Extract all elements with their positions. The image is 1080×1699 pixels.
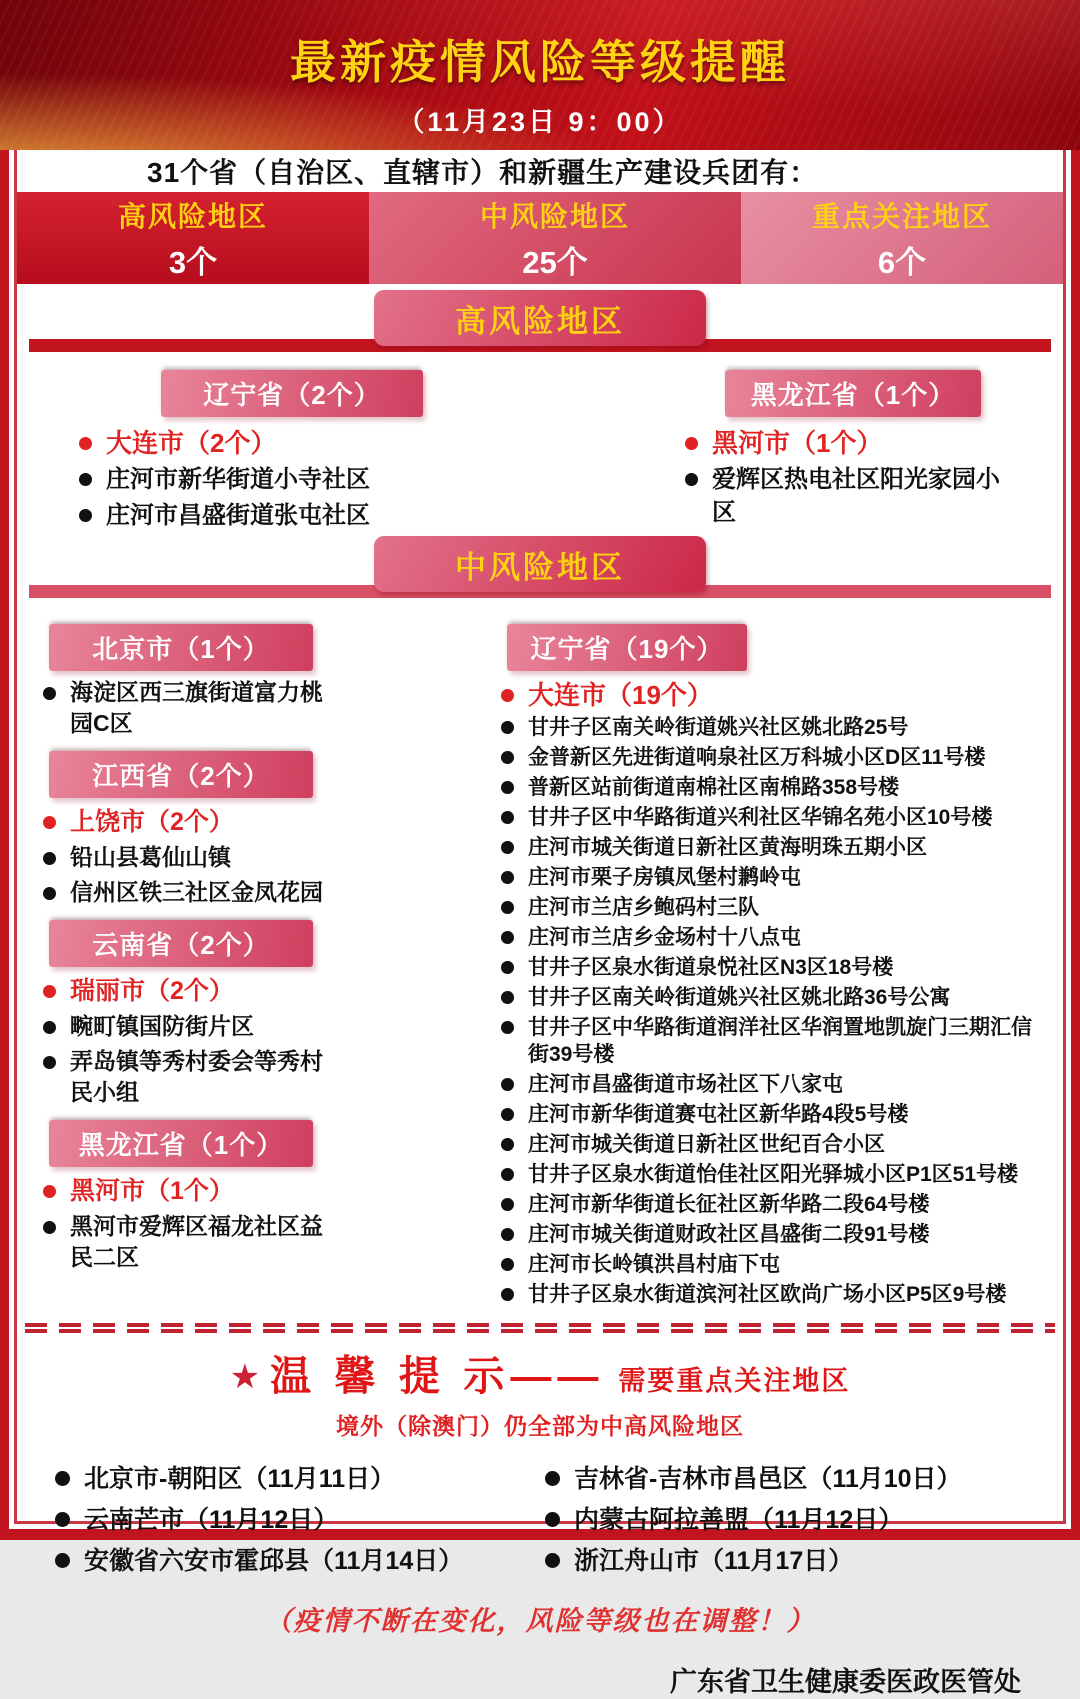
list-item	[41, 842, 471, 873]
list-item	[499, 954, 1051, 981]
bullet-icon	[501, 901, 514, 914]
list-item-text: 庄河市昌盛街道张屯社区	[106, 502, 370, 529]
summary-label: 重点关注地区	[811, 200, 992, 232]
list-item	[53, 1503, 543, 1537]
list-item-text: 北京市-朝阳区（11月11日）	[84, 1465, 396, 1493]
list-item-text: 普新区站前街道南棉社区南棉路358号楼	[528, 776, 900, 799]
bullet-icon	[501, 811, 514, 824]
list-item-text: 庄河市长岭镇洪昌村庙下屯	[528, 1253, 780, 1276]
high-risk-col-heilongjiang	[683, 370, 1023, 530]
list-item	[499, 1251, 1051, 1278]
list-item-text: 吉林省-吉林市昌邑区（11月10日）	[574, 1465, 962, 1493]
list-item-text: 畹町镇国防街片区	[70, 1013, 254, 1039]
mid-risk-section-title: 中风险地区	[374, 536, 706, 592]
list-item-text: 庄河市新华街道长征社区新华路二段64号楼	[528, 1193, 930, 1216]
group-beijing	[41, 624, 471, 739]
province-header: 江西省（2个）	[49, 751, 313, 798]
high-risk-col-liaoning	[77, 370, 507, 530]
list-item	[499, 804, 1051, 831]
area-list	[683, 463, 1023, 529]
bullet-icon	[501, 1138, 514, 1151]
list-item	[499, 744, 1051, 771]
city-name: 瑞丽市（2个）	[70, 977, 234, 1005]
bullet-icon	[501, 871, 514, 884]
high-risk-section-head	[17, 290, 1063, 358]
list-item-text: 黑河市爱辉区福龙社区益民二区	[70, 1213, 323, 1270]
list-item-text: 甘井子区南关岭街道姚兴社区姚北路25号	[528, 716, 909, 739]
list-item-text: 海淀区西三旗街道富力桃园C区	[70, 679, 323, 736]
bullet-icon	[545, 1512, 560, 1527]
bullet-icon	[55, 1471, 70, 1486]
bullet-icon	[501, 751, 514, 764]
list-item	[499, 1101, 1051, 1128]
province-header: 北京市（1个）	[49, 624, 313, 671]
list-item-text: 甘井子区中华路街道润洋社区华润置地凯旋门三期汇信街39号楼	[528, 1016, 1032, 1066]
list-item	[543, 1503, 1033, 1537]
list-item-text: 庄河市新华街道小寺社区	[106, 466, 370, 493]
page-title: 最新疫情风险等级提醒	[290, 36, 790, 88]
bullet-icon	[685, 437, 698, 450]
bullet-icon	[43, 852, 56, 865]
area-list	[41, 1211, 471, 1273]
bullet-icon	[43, 1221, 56, 1234]
list-item-text: 甘井子区泉水街道滨河社区欧尚广场小区P5区9号楼	[528, 1283, 1007, 1306]
list-item	[499, 924, 1051, 951]
bullet-icon	[43, 887, 56, 900]
list-item	[53, 1462, 543, 1496]
list-item-text: 弄岛镇等秀村委会等秀村民小组	[70, 1048, 323, 1105]
city-name: 大连市（2个）	[106, 428, 277, 458]
group-yunnan	[41, 920, 471, 1108]
list-item	[499, 1281, 1051, 1308]
hero-header	[0, 0, 1080, 150]
city-line	[77, 427, 507, 459]
list-item	[499, 1161, 1051, 1188]
list-item-text: 铅山县葛仙山镇	[70, 844, 231, 870]
list-item	[499, 894, 1051, 921]
bullet-icon	[545, 1471, 560, 1486]
list-item-text: 浙江舟山市（11月17日）	[574, 1547, 854, 1575]
bullet-icon	[43, 985, 56, 998]
group-jiangxi	[41, 751, 471, 908]
city-name: 黑河市（1个）	[712, 428, 883, 458]
city-line	[41, 975, 471, 1007]
bullet-icon	[501, 689, 514, 702]
summary-row	[17, 192, 1063, 284]
bullet-icon	[501, 841, 514, 854]
list-item	[53, 1544, 543, 1578]
list-item-text: 庄河市城关街道日新社区黄海明珠五期小区	[528, 836, 927, 859]
city-line	[499, 679, 1051, 711]
list-item	[543, 1462, 1033, 1496]
list-item-text: 甘井子区中华路街道兴利社区华锦名苑小区10号楼	[528, 806, 993, 829]
summary-box-watch	[741, 192, 1063, 284]
notice-columns	[17, 1441, 1063, 1585]
list-item	[41, 1211, 471, 1273]
intro-line: 31个省（自治区、直辖市）和新疆生产建设兵团有：	[147, 157, 819, 188]
province-header: 辽宁省（2个）	[161, 370, 423, 417]
bullet-icon	[501, 781, 514, 794]
bullet-icon	[501, 1021, 514, 1034]
bullet-icon	[501, 931, 514, 944]
group-heilongjiang	[41, 1120, 471, 1273]
list-item-text: 庄河市城关街道日新社区世纪百合小区	[528, 1133, 885, 1156]
summary-count: 3个	[168, 244, 218, 280]
list-item	[499, 1131, 1051, 1158]
notice-title: 温 馨 提 示——	[270, 1353, 605, 1399]
mid-risk-section-head	[17, 536, 1063, 604]
list-item	[499, 834, 1051, 861]
list-item-text: 爱辉区热电社区阳光家园小区	[712, 466, 1000, 526]
list-item	[499, 864, 1051, 891]
province-header: 云南省（2个）	[49, 920, 313, 967]
province-header: 辽宁省（19个）	[507, 624, 747, 671]
list-item	[499, 774, 1051, 801]
page-inner	[14, 150, 1066, 1697]
list-item-text: 甘井子区泉水街道泉悦社区N3区18号楼	[528, 956, 894, 979]
bullet-icon	[55, 1553, 70, 1568]
list-item	[499, 714, 1051, 741]
mid-risk-right-column	[499, 612, 1051, 1311]
summary-count: 6个	[877, 244, 927, 280]
notice-subtitle: 境外（除澳门）仍全部为中高风险地区	[336, 1413, 744, 1439]
bullet-icon	[43, 1021, 56, 1034]
bullet-icon	[501, 1108, 514, 1121]
city-name: 大连市（19个）	[528, 680, 713, 710]
list-item-text: 甘井子区南关岭街道姚兴社区姚北路36号公寓	[528, 986, 951, 1009]
list-item-text: 云南芒市（11月12日）	[84, 1506, 339, 1534]
dashed-divider	[25, 1323, 1055, 1333]
area-list	[41, 1011, 471, 1108]
bullet-icon	[43, 1185, 56, 1198]
summary-count: 25个	[522, 244, 588, 280]
list-item-text: 庄河市栗子房镇凤堡村鹣岭屯	[528, 866, 801, 889]
list-item	[41, 1046, 471, 1108]
summary-box-high-risk	[17, 192, 369, 284]
list-item-text: 庄河市兰店乡金场村十八点屯	[528, 926, 801, 949]
bullet-icon	[501, 721, 514, 734]
area-list	[77, 463, 507, 532]
city-name: 黑河市（1个）	[70, 1177, 234, 1205]
list-item-text: 信州区铁三社区金凤花园	[70, 879, 323, 905]
bullet-icon	[545, 1553, 560, 1568]
list-item	[499, 1221, 1051, 1248]
high-risk-columns	[17, 358, 1063, 530]
city-name: 上饶市（2个）	[70, 808, 234, 836]
bullet-icon	[501, 1078, 514, 1091]
province-header: 黑龙江省（1个）	[725, 370, 981, 417]
city-line	[41, 806, 471, 838]
city-line	[41, 1175, 471, 1207]
list-item	[499, 1014, 1051, 1068]
city-line	[683, 427, 1023, 459]
list-item-text: 庄河市城关街道财政社区昌盛街二段91号楼	[528, 1223, 930, 1246]
high-risk-section-title: 高风险地区	[374, 290, 706, 346]
area-list	[41, 677, 471, 739]
bullet-icon	[43, 816, 56, 829]
bullet-icon	[79, 473, 92, 486]
mid-risk-columns	[17, 604, 1063, 1311]
bullet-icon	[79, 437, 92, 450]
report-datetime: （11月23日 9：00）	[397, 107, 683, 137]
list-item-text: 庄河市兰店乡鲍码村三队	[528, 896, 759, 919]
bullet-icon	[501, 1198, 514, 1211]
changing-note: （疫情不断在变化，风险等级也在调整！）	[264, 1606, 816, 1637]
bullet-icon	[55, 1512, 70, 1527]
list-item	[41, 1011, 471, 1042]
bullet-icon	[501, 1228, 514, 1241]
mid-risk-left-column	[41, 612, 471, 1311]
list-item	[499, 1071, 1051, 1098]
list-item-text: 庄河市昌盛街道市场社区下八家屯	[528, 1073, 843, 1096]
notice-left-column	[53, 1455, 543, 1585]
list-item	[77, 499, 507, 532]
list-item	[41, 877, 471, 908]
list-item	[41, 677, 471, 739]
area-list	[499, 714, 1051, 1308]
list-item-text: 金普新区先进街道响泉社区万科城小区D区11号楼	[528, 746, 986, 769]
area-list	[41, 842, 471, 908]
bullet-icon	[79, 509, 92, 522]
notice-title-suffix: 需要重点关注地区	[618, 1366, 851, 1396]
summary-label: 中风险地区	[479, 200, 630, 232]
bullet-icon	[501, 1168, 514, 1181]
bullet-icon	[685, 473, 698, 486]
star-icon: ★	[229, 1358, 261, 1396]
list-item	[683, 463, 1023, 529]
province-header: 黑龙江省（1个）	[49, 1120, 313, 1167]
bullet-icon	[501, 1258, 514, 1271]
bullet-icon	[501, 991, 514, 1004]
notice-right-column	[543, 1455, 1033, 1585]
list-item	[543, 1544, 1033, 1578]
list-item-text: 庄河市新华街道赛屯社区新华路4段5号楼	[528, 1103, 909, 1126]
bullet-icon	[43, 1056, 56, 1069]
bullet-icon	[501, 961, 514, 974]
notice-title-row	[17, 1343, 1063, 1402]
bullet-icon	[501, 1288, 514, 1301]
list-item-text: 内蒙古阿拉善盟（11月12日）	[574, 1506, 904, 1534]
page-frame	[0, 150, 1080, 1697]
bullet-icon	[43, 687, 56, 700]
list-item	[77, 463, 507, 496]
summary-label: 高风险地区	[117, 200, 268, 232]
list-item-text: 安徽省六安市霍邱县（11月14日）	[84, 1547, 464, 1575]
list-item	[499, 984, 1051, 1011]
summary-box-mid-risk	[369, 192, 741, 284]
issuer-signature: 广东省卫生健康委医政医管处	[670, 1667, 1021, 1697]
list-item-text: 甘井子区泉水街道怡佳社区阳光驿城小区P1区51号楼	[528, 1163, 1019, 1186]
list-item	[499, 1191, 1051, 1218]
